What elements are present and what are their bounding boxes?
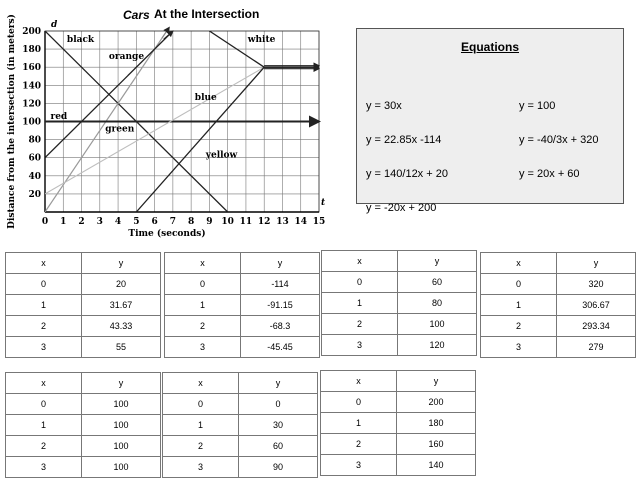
y-tick-label: 20 xyxy=(28,189,41,200)
series-label-black: black xyxy=(66,34,95,45)
table-cell: 160 xyxy=(397,434,476,455)
table-cell: 1 xyxy=(322,293,398,314)
table-cell: 2 xyxy=(6,316,82,337)
table-header-row xyxy=(6,373,161,394)
x-tick-label: 1 xyxy=(60,217,67,227)
table-cell: x xyxy=(6,253,82,274)
table-row xyxy=(322,335,477,356)
table-header-row xyxy=(6,253,161,274)
value-table-4 xyxy=(480,252,636,358)
table-row xyxy=(6,436,161,457)
table-cell: 100 xyxy=(398,314,477,335)
table-header-row xyxy=(481,253,636,274)
series-label-blue: blue xyxy=(194,92,217,103)
x-axis-letter: t xyxy=(321,198,326,208)
x-tick-label: 4 xyxy=(114,217,122,227)
table-cell: 100 xyxy=(82,457,161,478)
table-row xyxy=(6,415,161,436)
table-cell: 1 xyxy=(6,415,82,436)
table-cell: 80 xyxy=(398,293,477,314)
table-cell: 2 xyxy=(322,314,398,335)
table-cell: x xyxy=(481,253,557,274)
table-cell: 0 xyxy=(239,394,318,415)
y-tick-label: 100 xyxy=(22,117,41,128)
table-cell: y xyxy=(239,373,318,394)
table-row xyxy=(321,434,476,455)
table-row xyxy=(6,295,161,316)
table-cell: 100 xyxy=(82,394,161,415)
table-row xyxy=(163,415,318,436)
equation-3: y = 22.85x -114 xyxy=(366,134,442,146)
series-label-orange: orange xyxy=(108,52,145,63)
table-row xyxy=(6,457,161,478)
y-tick-label: 160 xyxy=(22,63,41,74)
table-cell: 320 xyxy=(557,274,636,295)
chart-title: At the Intersection xyxy=(154,7,260,21)
table-cell: 293.34 xyxy=(557,316,636,337)
table-cell: y xyxy=(82,253,161,274)
table-cell: y xyxy=(398,251,477,272)
table-cell: x xyxy=(322,251,398,272)
equations-panel xyxy=(356,28,624,214)
table-cell: x xyxy=(321,371,397,392)
table-cell: y xyxy=(241,253,320,274)
chart-title-cars: Cars xyxy=(123,8,150,22)
equation-1: y = 30x xyxy=(366,100,402,112)
value-table-6 xyxy=(162,372,318,478)
x-tick-label: 15 xyxy=(312,217,326,227)
table-cell: 0 xyxy=(321,392,397,413)
table-header-row xyxy=(322,251,477,272)
equation-7: y = -20x + 200 xyxy=(366,202,437,214)
table-cell: 306.67 xyxy=(557,295,636,316)
table-cell: 0 xyxy=(481,274,557,295)
table-row xyxy=(481,295,636,316)
series-label-green: green xyxy=(105,124,135,135)
table-cell: 1 xyxy=(6,295,82,316)
table-row xyxy=(6,337,161,358)
table-cell: 0 xyxy=(6,274,82,295)
table-row xyxy=(321,455,476,476)
table-cell: x xyxy=(163,373,239,394)
equation-2: y = 100 xyxy=(519,100,556,112)
table-row xyxy=(6,316,161,337)
table-row xyxy=(481,316,636,337)
table-row xyxy=(163,436,318,457)
table-cell: 20 xyxy=(82,274,161,295)
table-cell: 3 xyxy=(6,457,82,478)
table-cell: y xyxy=(557,253,636,274)
table-cell: 3 xyxy=(321,455,397,476)
table-cell: 2 xyxy=(165,316,241,337)
distance-time-chart xyxy=(0,0,340,245)
y-tick-label: 40 xyxy=(28,171,41,182)
table-row xyxy=(322,272,477,293)
table-cell: y xyxy=(397,371,476,392)
table-cell: -114 xyxy=(241,274,320,295)
table-cell: y xyxy=(82,373,161,394)
x-tick-label: 14 xyxy=(294,217,307,227)
table-cell: 1 xyxy=(321,413,397,434)
y-tick-label: 80 xyxy=(28,135,41,146)
equation-6: y = 20x + 60 xyxy=(519,168,580,180)
chart-svg xyxy=(0,0,340,245)
y-tick-label: 180 xyxy=(22,45,41,56)
table-cell: 3 xyxy=(6,337,82,358)
x-tick-label: 2 xyxy=(78,217,85,227)
value-table-2 xyxy=(164,252,320,358)
table-cell: 100 xyxy=(82,436,161,457)
table-row xyxy=(6,394,161,415)
table-cell: 1 xyxy=(165,295,241,316)
series-label-yellow: yellow xyxy=(205,150,238,161)
value-table-5 xyxy=(5,372,161,478)
equation-5: y = 140/12x + 20 xyxy=(366,168,448,180)
y-axis-letter: d xyxy=(51,20,58,30)
table-cell: 90 xyxy=(239,457,318,478)
y-tick-label: 120 xyxy=(22,99,41,110)
x-tick-label: 8 xyxy=(188,217,195,227)
equations-title: Equations xyxy=(460,40,519,54)
table-cell: 200 xyxy=(397,392,476,413)
table-cell: 2 xyxy=(481,316,557,337)
x-axis-label: Time (seconds) xyxy=(128,229,206,239)
table-cell: 0 xyxy=(6,394,82,415)
table-cell: -68.3 xyxy=(241,316,320,337)
table-cell: 1 xyxy=(481,295,557,316)
table-cell: 2 xyxy=(6,436,82,457)
table-cell: 60 xyxy=(239,436,318,457)
x-tick-label: 9 xyxy=(206,217,213,227)
x-tick-label: 3 xyxy=(96,217,103,227)
table-cell: x xyxy=(6,373,82,394)
table-row xyxy=(165,337,320,358)
table-row xyxy=(165,274,320,295)
table-header-row xyxy=(163,373,318,394)
table-cell: 279 xyxy=(557,337,636,358)
value-table-7 xyxy=(320,370,476,476)
x-tick-label: 5 xyxy=(133,217,140,227)
y-tick-label: 200 xyxy=(22,27,41,37)
table-cell: x xyxy=(165,253,241,274)
table-cell: 3 xyxy=(481,337,557,358)
green-line-arrow xyxy=(164,31,173,39)
table-cell: 3 xyxy=(163,457,239,478)
table-cell: 0 xyxy=(322,272,398,293)
table-row xyxy=(322,314,477,335)
x-tick-label: 10 xyxy=(221,217,234,227)
table-row xyxy=(163,457,318,478)
table-cell: 140 xyxy=(397,455,476,476)
table-cell: 180 xyxy=(397,413,476,434)
table-cell: 2 xyxy=(321,434,397,455)
y-axis-label: Distance from the intersection (in meters) xyxy=(7,14,17,229)
table-row xyxy=(6,274,161,295)
table-cell: 43.33 xyxy=(82,316,161,337)
table-cell: 100 xyxy=(82,415,161,436)
table-row xyxy=(321,392,476,413)
table-cell: 3 xyxy=(322,335,398,356)
value-table-1 xyxy=(5,252,161,358)
table-row xyxy=(163,394,318,415)
table-cell: 55 xyxy=(82,337,161,358)
x-tick-label: 13 xyxy=(276,217,289,227)
value-table-3 xyxy=(321,250,477,356)
table-row xyxy=(481,337,636,358)
table-row xyxy=(322,293,477,314)
table-header-row xyxy=(321,371,476,392)
x-tick-label: 7 xyxy=(169,217,176,227)
x-tick-label: 0 xyxy=(41,217,49,227)
table-cell: 60 xyxy=(398,272,477,293)
table-row xyxy=(321,413,476,434)
series-label-red: red xyxy=(50,111,68,122)
table-row xyxy=(165,295,320,316)
x-tick-label: 11 xyxy=(239,217,253,227)
table-cell: 31.67 xyxy=(82,295,161,316)
x-tick-label: 12 xyxy=(257,217,271,227)
equation-4: y = -40/3x + 320 xyxy=(519,134,599,146)
table-cell: -45.45 xyxy=(241,337,320,358)
table-cell: -91.15 xyxy=(241,295,320,316)
table-row xyxy=(165,316,320,337)
y-tick-label: 140 xyxy=(22,81,41,92)
table-cell: 30 xyxy=(239,415,318,436)
table-cell: 2 xyxy=(163,436,239,457)
series-label-white: white xyxy=(247,34,276,45)
table-cell: 1 xyxy=(163,415,239,436)
table-row xyxy=(481,274,636,295)
x-tick-label: 6 xyxy=(151,217,158,227)
y-tick-label: 60 xyxy=(28,153,41,164)
table-cell: 0 xyxy=(163,394,239,415)
table-cell: 0 xyxy=(165,274,241,295)
table-cell: 3 xyxy=(165,337,241,358)
table-header-row xyxy=(165,253,320,274)
table-cell: 120 xyxy=(398,335,477,356)
